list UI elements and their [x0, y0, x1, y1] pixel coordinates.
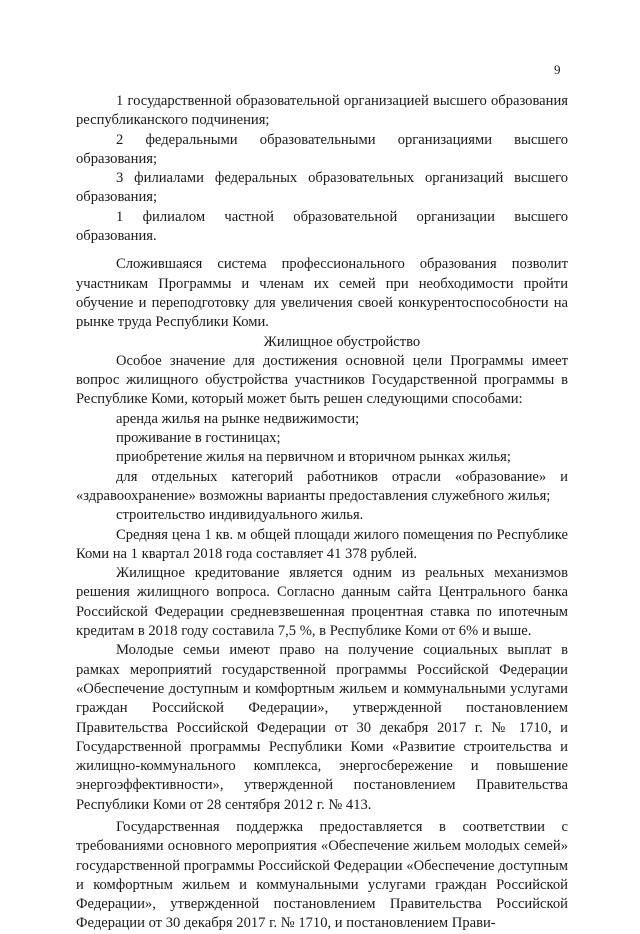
paragraph: Молодые семьи имеют право на получение социальных выплат в рамках мероприятий государственной программы Российской Федерации «Обеспечение доступным и комфортным жильем и коммунальными услугами граждан Российской Федерации», утвержденной постановлением Правительства Российской Федерации от 30 декабря 2017 г. № 1710, и Государственной программы Республики Коми «Развитие строительства и жилищно-коммунального комплекса, энергосбережение и повышение энергоэффективности», утвержденной постановлением Правительства Республики Коми от 28 сентября 2012 г. № 413.	[76, 642, 568, 813]
paragraph: 3 филиалами федеральных образовательных организаций высшего образования;	[76, 170, 568, 206]
list-item: приобретение жилья на первичном и вторичном рынках жилья;	[116, 449, 511, 466]
list-item: проживание в гостиницах;	[116, 430, 281, 447]
paragraph: Особое значение для достижения основной цели Программы имеет вопрос жилищного обустройства участников Государственной программы в Республике Коми, который может быть решен следующими способами:	[76, 352, 568, 408]
paragraph: 1 филиалом частной образовательной организации высшего образования.	[76, 208, 568, 245]
paragraph: Государственная поддержка предоставляется в соответствии с требованиями основного мероприятия «Обеспечение жильем молодых семей» государственной программы Российской Федерации «Обеспечение доступным и комфортным жильем и коммунальными услугами граждан Российской Федерации», утвержденной постановлением Правительства Российской Федерации от 30 декабря 2017 г. № 1710, и постановлением Прави-	[76, 818, 568, 932]
list-item: для отдельных категорий работников отрасли «образование» и «здравоохранение» возможны варианты предоставления служебного жилья;	[76, 468, 568, 504]
paragraph: 2 федеральными образовательными организациями высшего образования;	[76, 131, 568, 167]
paragraph: Средняя цена 1 кв. м общей площади жилого помещения по Республике Коми на 1 квартал 2018 года составляет 41 378 рублей.	[76, 526, 568, 562]
page-number: 9	[554, 62, 561, 77]
list-item: строительство индивидуального жилья.	[116, 507, 364, 524]
paragraph: Сложившаяся система профессионального образования позволит участникам Программы и членам их семей при необходимости пройти обучение и переподготовку для увеличения своей конкурентоспособности на рынке труда Республики Коми.	[76, 256, 568, 331]
list-item: аренда жилья на рынке недвижимости;	[116, 410, 360, 427]
section-heading: Жилищное обустройство	[263, 333, 421, 350]
paragraph: Жилищное кредитование является одним из реальных механизмов решения жилищного вопроса. Согласно данным сайта Центрального банка Российской Федерации средневзвешенная процентная ставка по ипотечным кредитам в 2018 году составила 7,5 %, в Республике Коми от 6% и выше.	[76, 565, 568, 640]
document-body	[76, 92, 568, 934]
paragraph: 1 государственной образовательной организацией высшего образования республиканского подчинения;	[76, 93, 568, 129]
